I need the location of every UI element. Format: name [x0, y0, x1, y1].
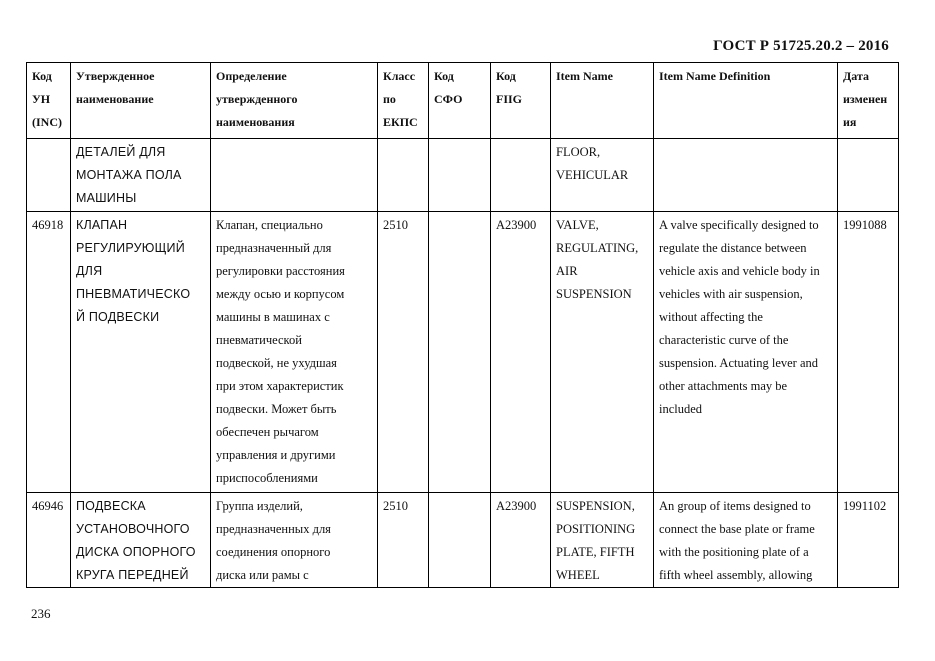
cell-item-name: FLOOR, VEHICULAR — [551, 139, 654, 212]
cell-date: 1991102 — [838, 493, 899, 588]
cell-sfo — [429, 212, 491, 493]
cell-item-definition: A valve specifically designed to regulate the distance between vehicle axis and vehicle body in vehicles with air suspension, without affecting the characteristic curve of the suspension. Actuating lever and other attachments may be included — [654, 212, 838, 493]
cell-date: 1991088 — [838, 212, 899, 493]
cell-class: 2510 — [378, 493, 429, 588]
header-item-name: Item Name — [551, 63, 654, 139]
table-row — [27, 139, 899, 212]
cell-inc — [27, 139, 71, 212]
header-approved-name: Утвержденное наименование — [71, 63, 211, 139]
cell-item-definition: An group of items designed to connect the base plate or frame with the positioning plate of a fifth wheel assembly, allowing — [654, 493, 838, 588]
cell-approved-name: ПОДВЕСКА УСТАНОВОЧНОГО ДИСКА ОПОРНОГО КРУГА ПЕРЕДНЕЙ — [71, 493, 211, 588]
cell-definition — [211, 139, 378, 212]
cell-inc: 46946 — [27, 493, 71, 588]
cell-approved-name: КЛАПАН РЕГУЛИРУЮЩИЙ ДЛЯ ПНЕВМАТИЧЕСКО Й ПОДВЕСКИ — [71, 212, 211, 493]
cell-fiig — [491, 139, 551, 212]
cell-class: 2510 — [378, 212, 429, 493]
items-table — [26, 62, 899, 588]
cell-sfo — [429, 139, 491, 212]
header-definition: Определение утвержденного наименования — [211, 63, 378, 139]
cell-definition: Клапан, специально предназначенный для регулировки расстояния между осью и корпусом машины в машинах с пневматической подвеской, не ухудшая при этом характеристик подвески. Может быть обеспечен рычагом управления и другими приспособлениями — [211, 212, 378, 493]
cell-sfo — [429, 493, 491, 588]
cell-date — [838, 139, 899, 212]
header-class: Класс по ЕКПС — [378, 63, 429, 139]
cell-fiig: A23900 — [491, 212, 551, 493]
cell-item-name: VALVE, REGULATING, AIR SUSPENSION — [551, 212, 654, 493]
page-number: 236 — [31, 606, 51, 621]
table-row — [27, 493, 899, 588]
header-sfo: Код СФО — [429, 63, 491, 139]
cell-inc: 46918 — [27, 212, 71, 493]
header-fiig: Код FIIG — [491, 63, 551, 139]
document-code: ГОСТ Р 51725.20.2 – 2016 — [713, 38, 889, 54]
cell-fiig: A23900 — [491, 493, 551, 588]
cell-definition: Группа изделий, предназначенных для соединения опорного диска или рамы с — [211, 493, 378, 588]
header-item-definition: Item Name Definition — [654, 63, 838, 139]
cell-item-definition — [654, 139, 838, 212]
header-inc: Код УН (INC) — [27, 63, 71, 139]
table-header-row — [27, 63, 899, 139]
cell-approved-name: ДЕТАЛЕЙ ДЛЯ МОНТАЖА ПОЛА МАШИНЫ — [71, 139, 211, 212]
header-date: Дата изменен ия — [838, 63, 899, 139]
cell-item-name: SUSPENSION, POSITIONING PLATE, FIFTH WHEEL — [551, 493, 654, 588]
table-row — [27, 212, 899, 493]
cell-class — [378, 139, 429, 212]
